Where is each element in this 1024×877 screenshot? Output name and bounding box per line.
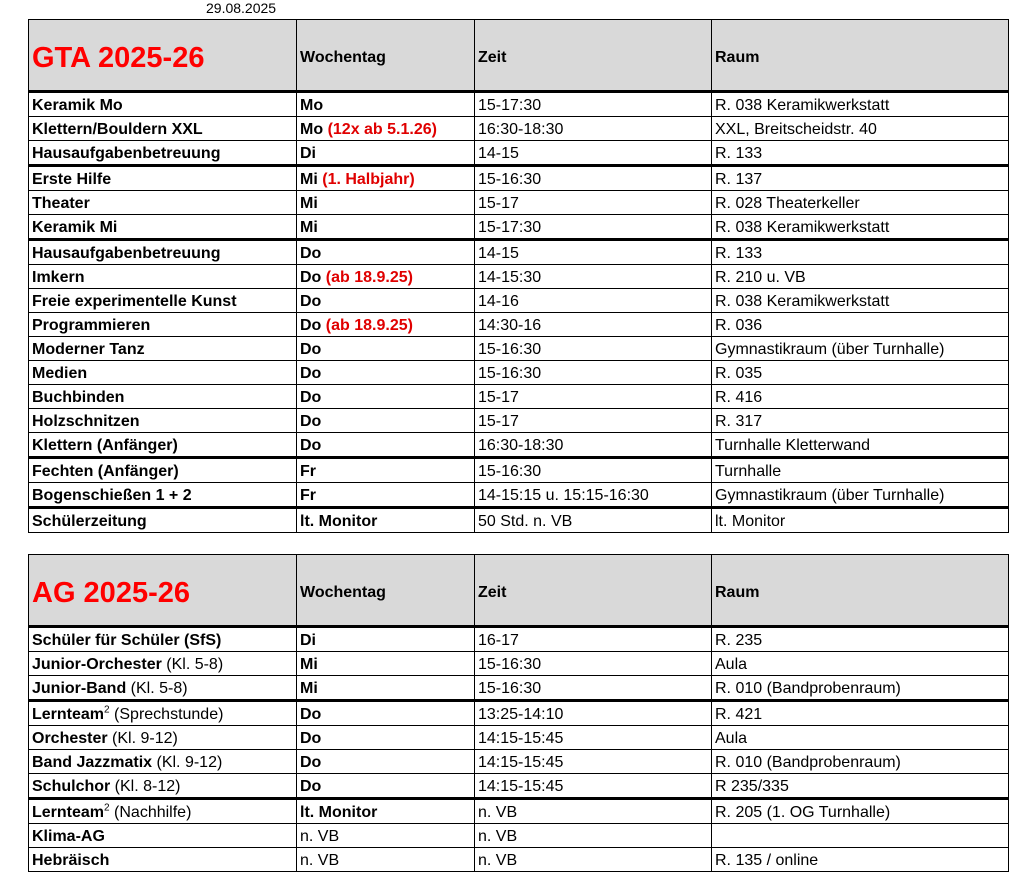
weekday: lt. Monitor <box>297 799 475 824</box>
time-cell: 15-17 <box>475 409 712 433</box>
weekday-cell <box>297 265 475 289</box>
time-cell: 15-17:30 <box>475 215 712 240</box>
weekday: Mi <box>297 652 475 676</box>
time-cell: 14-15 <box>475 141 712 166</box>
room-cell: R. 235 <box>712 627 1009 652</box>
weekday-cell <box>297 215 475 240</box>
activity-name: Junior-Band <box>32 680 127 697</box>
activity-name: Hebräisch <box>32 852 110 869</box>
gta-header-raum: Raum <box>712 20 1009 92</box>
room-cell: R. 038 Keramikwerkstatt <box>712 215 1009 240</box>
weekday: Do <box>300 293 322 310</box>
table-row <box>29 117 1009 141</box>
ag-header-raum: Raum <box>712 555 1009 627</box>
weekday-cell <box>297 117 475 141</box>
table-row <box>29 409 1009 433</box>
room-cell: R 235/335 <box>712 774 1009 799</box>
table-row <box>29 824 1009 848</box>
weekday: Mo <box>300 121 324 138</box>
weekday-cell <box>297 483 475 508</box>
activity-name: Keramik Mo <box>29 92 297 117</box>
weekday-cell <box>297 141 475 166</box>
room-cell: R. 137 <box>712 166 1009 191</box>
time-cell: n. VB <box>475 848 712 872</box>
weekday-cell <box>297 92 475 117</box>
activity-name: Lernteam <box>32 706 105 723</box>
table-row <box>29 92 1009 117</box>
time-cell: 14-16 <box>475 289 712 313</box>
time-cell: 16:30-18:30 <box>475 117 712 141</box>
table-row <box>29 337 1009 361</box>
time-cell: 14:15-15:45 <box>475 750 712 774</box>
weekday: Do <box>297 750 475 774</box>
weekday-cell <box>297 508 475 533</box>
room-cell: R. 038 Keramikwerkstatt <box>712 92 1009 117</box>
room-cell <box>712 824 1009 848</box>
gta-header-zeit: Zeit <box>475 20 712 92</box>
ag-title: AG 2025-26 <box>29 555 297 627</box>
weekday: Do <box>300 317 322 334</box>
room-cell: Gymnastikraum (über Turnhalle) <box>712 483 1009 508</box>
room-cell: R. 317 <box>712 409 1009 433</box>
weekday-cell <box>297 166 475 191</box>
time-cell: 15-16:30 <box>475 337 712 361</box>
weekday: Mo <box>300 97 324 114</box>
room-cell: Aula <box>712 726 1009 750</box>
table-row <box>29 750 1009 774</box>
weekday: Mi <box>300 219 318 236</box>
ag-header-zeit: Zeit <box>475 555 712 627</box>
activity-grade-note: (Sprechstunde) <box>109 706 224 723</box>
activity-name: Keramik Mi <box>29 215 297 240</box>
table-row <box>29 433 1009 458</box>
weekday: Fr <box>300 463 316 480</box>
activity-name-cell <box>29 627 297 652</box>
gta-header-wochentag: Wochentag <box>297 20 475 92</box>
activity-name: Klima-AG <box>32 828 105 845</box>
activity-name: Klettern (Anfänger) <box>29 433 297 458</box>
activity-grade-note: (Kl. 5-8) <box>126 680 188 697</box>
activity-name-cell <box>29 726 297 750</box>
weekday: Di <box>297 627 475 652</box>
time-cell: 15-16:30 <box>475 458 712 483</box>
time-cell: 15-17:30 <box>475 92 712 117</box>
time-cell: 14:15-15:45 <box>475 774 712 799</box>
time-cell: 15-16:30 <box>475 676 712 701</box>
footnote-marker: 2 <box>104 802 110 814</box>
time-cell: n. VB <box>475 824 712 848</box>
weekday: Do <box>297 701 475 726</box>
time-cell: 15-16:30 <box>475 166 712 191</box>
weekday: Mi <box>300 171 318 188</box>
room-cell: Turnhalle Kletterwand <box>712 433 1009 458</box>
weekday: Do <box>300 413 322 430</box>
time-cell: 14:30-16 <box>475 313 712 337</box>
activity-name-cell <box>29 676 297 701</box>
room-cell: lt. Monitor <box>712 508 1009 533</box>
time-cell: 15-16:30 <box>475 361 712 385</box>
table-row <box>29 799 1009 824</box>
ag-header-row <box>29 555 1009 627</box>
room-cell: Turnhalle <box>712 458 1009 483</box>
table-row <box>29 458 1009 483</box>
activity-name: Holzschnitzen <box>29 409 297 433</box>
weekday: Di <box>300 145 316 162</box>
table-row <box>29 701 1009 726</box>
room-cell: Gymnastikraum (über Turnhalle) <box>712 337 1009 361</box>
activity-name-cell <box>29 652 297 676</box>
weekday: Do <box>300 389 322 406</box>
time-cell: 13:25-14:10 <box>475 701 712 726</box>
room-cell: R. 010 (Bandprobenraum) <box>712 676 1009 701</box>
activity-grade-note: (Nachhilfe) <box>109 804 192 821</box>
activity-name: Moderner Tanz <box>29 337 297 361</box>
weekday: Do <box>297 774 475 799</box>
table-row <box>29 361 1009 385</box>
activity-name: Lernteam <box>32 804 105 821</box>
room-cell: R. 036 <box>712 313 1009 337</box>
weekday-cell <box>297 289 475 313</box>
table-row <box>29 141 1009 166</box>
weekday-cell <box>297 361 475 385</box>
weekday: Mi <box>300 195 318 212</box>
activity-name-cell <box>29 774 297 799</box>
table-row <box>29 726 1009 750</box>
activity-name: Schüler für Schüler (SfS) <box>32 632 222 649</box>
room-cell: R. 035 <box>712 361 1009 385</box>
activity-name: Erste Hilfe <box>29 166 297 191</box>
activity-name: Programmieren <box>29 313 297 337</box>
weekday: Do <box>300 365 322 382</box>
time-cell: 14-15:30 <box>475 265 712 289</box>
time-cell: 15-16:30 <box>475 652 712 676</box>
time-cell: 16-17 <box>475 627 712 652</box>
weekday: Do <box>300 437 322 454</box>
activity-name: Schulchor <box>32 778 111 795</box>
activity-name-cell <box>29 750 297 774</box>
weekday: Mi <box>297 676 475 701</box>
activity-name: Freie experimentelle Kunst <box>29 289 297 313</box>
room-cell: R. 133 <box>712 240 1009 265</box>
activity-name-cell <box>29 701 297 726</box>
activity-name: Klettern/Bouldern XXL <box>29 117 297 141</box>
table-row <box>29 627 1009 652</box>
room-cell: R. 416 <box>712 385 1009 409</box>
table-row <box>29 508 1009 533</box>
weekday-cell <box>297 191 475 215</box>
activity-name: Hausaufgabenbetreuung <box>29 240 297 265</box>
activity-name-cell <box>29 848 297 872</box>
table-row <box>29 848 1009 872</box>
time-cell: 16:30-18:30 <box>475 433 712 458</box>
time-cell: 15-17 <box>475 191 712 215</box>
activity-name-cell <box>29 824 297 848</box>
table-row <box>29 265 1009 289</box>
weekday: n. VB <box>297 848 475 872</box>
activity-grade-note: (Kl. 9-12) <box>152 754 223 771</box>
activity-name: Fechten (Anfänger) <box>29 458 297 483</box>
activity-name: Junior-Orchester <box>32 656 162 673</box>
weekday-cell <box>297 458 475 483</box>
table-row <box>29 676 1009 701</box>
room-cell: R. 210 u. VB <box>712 265 1009 289</box>
weekday-cell <box>297 337 475 361</box>
room-cell: R. 133 <box>712 141 1009 166</box>
table-row <box>29 313 1009 337</box>
activity-name: Orchester <box>32 730 108 747</box>
room-cell: XXL, Breitscheidstr. 40 <box>712 117 1009 141</box>
table-row <box>29 166 1009 191</box>
document-date: 29.08.2025 <box>206 0 277 16</box>
weekday-cell <box>297 409 475 433</box>
weekday: Do <box>300 341 322 358</box>
time-cell: 50 Std. n. VB <box>475 508 712 533</box>
gta-header-row <box>29 20 1009 92</box>
weekday-cell <box>297 240 475 265</box>
weekday: n. VB <box>297 824 475 848</box>
time-cell: 14:15-15:45 <box>475 726 712 750</box>
table-row <box>29 191 1009 215</box>
table-row <box>29 483 1009 508</box>
activity-name: Buchbinden <box>29 385 297 409</box>
activity-name: Bogenschießen 1 + 2 <box>29 483 297 508</box>
weekday-note: (ab 18.9.25) <box>325 269 413 286</box>
weekday: Do <box>300 245 322 262</box>
activity-name: Imkern <box>29 265 297 289</box>
activity-grade-note: (Kl. 5-8) <box>161 656 224 673</box>
room-cell: R. 135 / online <box>712 848 1009 872</box>
gta-table <box>28 19 1009 533</box>
room-cell: R. 421 <box>712 701 1009 726</box>
time-cell: 14-15 <box>475 240 712 265</box>
room-cell: R. 010 (Bandprobenraum) <box>712 750 1009 774</box>
weekday-cell <box>297 385 475 409</box>
weekday-cell <box>297 313 475 337</box>
weekday: lt. Monitor <box>300 513 378 530</box>
ag-table <box>28 554 1009 872</box>
ag-header-wochentag: Wochentag <box>297 555 475 627</box>
weekday: Fr <box>300 487 316 504</box>
weekday: Do <box>300 269 322 286</box>
weekday-note: (1. Halbjahr) <box>322 171 415 188</box>
table-row <box>29 774 1009 799</box>
weekday-note: (ab 18.9.25) <box>325 317 413 334</box>
weekday-cell <box>297 433 475 458</box>
footnote-marker: 2 <box>104 704 110 716</box>
room-cell: R. 028 Theaterkeller <box>712 191 1009 215</box>
room-cell: R. 205 (1. OG Turnhalle) <box>712 799 1009 824</box>
time-cell: 14-15:15 u. 15:15-16:30 <box>475 483 712 508</box>
activity-name-cell <box>29 799 297 824</box>
time-cell: 15-17 <box>475 385 712 409</box>
activity-name: Schülerzeitung <box>29 508 297 533</box>
activity-grade-note: (Kl. 8-12) <box>110 778 181 795</box>
gta-title: GTA 2025-26 <box>29 20 297 92</box>
room-cell: R. 038 Keramikwerkstatt <box>712 289 1009 313</box>
activity-grade-note: (Kl. 9-12) <box>107 730 178 747</box>
weekday-note: (12x ab 5.1.26) <box>327 121 437 138</box>
table-row <box>29 652 1009 676</box>
activity-name: Band Jazzmatix <box>32 754 153 771</box>
table-row <box>29 240 1009 265</box>
table-row <box>29 289 1009 313</box>
activity-name: Medien <box>29 361 297 385</box>
weekday: Do <box>297 726 475 750</box>
room-cell: Aula <box>712 652 1009 676</box>
activity-name: Hausaufgabenbetreuung <box>29 141 297 166</box>
activity-name: Theater <box>29 191 297 215</box>
table-row <box>29 385 1009 409</box>
table-row <box>29 215 1009 240</box>
time-cell: n. VB <box>475 799 712 824</box>
